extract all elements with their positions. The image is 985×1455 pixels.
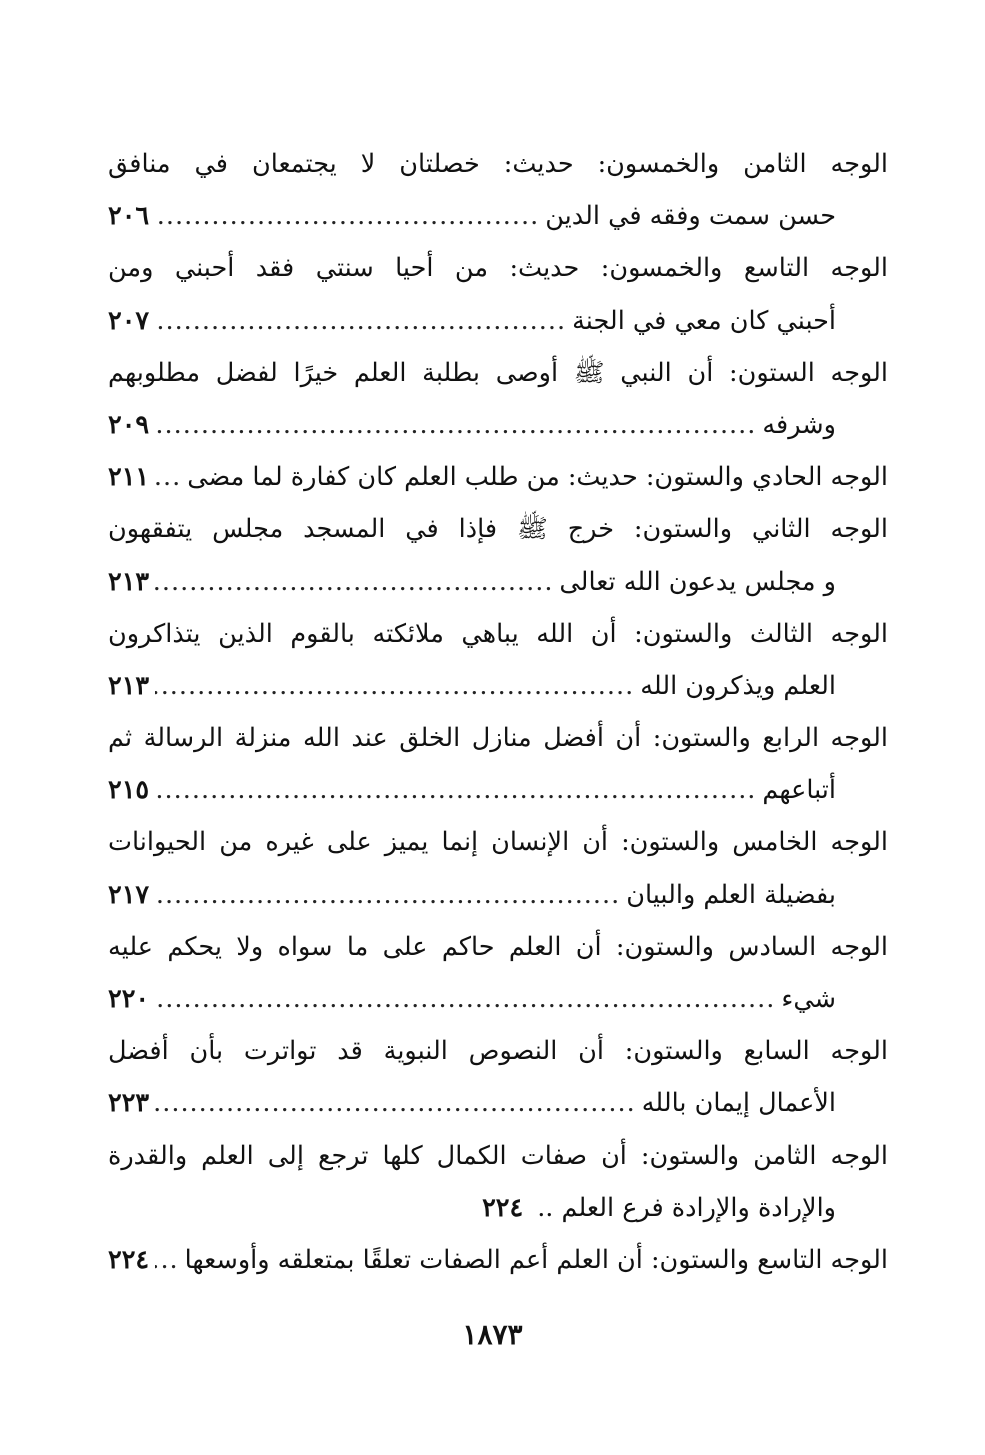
entry-title-continuation: وشرفه (762, 409, 836, 440)
toc-entry (108, 242, 888, 346)
entry-page-number: ٢١١ (108, 462, 150, 493)
entry-continuation-line (108, 1077, 888, 1129)
entry-page-number: ٢٠٩ (108, 409, 150, 440)
entry-title: الوجه الرابع والستون: أن أفضل منازل الخلق عند الله منزلة الرسالة ثم (108, 723, 888, 754)
entry-page-number: ٢١٧ (108, 879, 150, 910)
entry-title-continuation: بفضيلة العلم والبيان (626, 879, 836, 910)
entry-continuation-line (108, 399, 888, 451)
entry-title-line (108, 608, 888, 660)
entry-title: الوجه التاسع والستون: أن العلم أعم الصفات تعلقًا بمتعلقه وأوسعها (184, 1244, 888, 1275)
toc-entry (108, 138, 888, 242)
entry-page-number: ٢٠٦ (108, 201, 150, 232)
entry-title-line (108, 1234, 888, 1286)
entry-title: الوجه الثالث والستون: أن الله يباهي ملائكته بالقوم الذين يتذاكرون (108, 618, 888, 649)
entry-continuation-line (108, 1182, 888, 1234)
entry-title-continuation: شيء (781, 984, 836, 1014)
entry-continuation-line (108, 660, 888, 712)
dot-leader (155, 190, 539, 242)
page-number: ١٨٧٣ (462, 1318, 523, 1351)
entry-title-continuation: و مجلس يدعون الله تعالى (559, 566, 836, 597)
entry-title-continuation: أحبني كان معي في الجنة (572, 305, 836, 336)
entry-title: الوجه السابع والستون: أن النصوص النبوية قد تواترت بأن أفضل (108, 1036, 888, 1067)
entry-page-number: ٢٢٠ (108, 984, 150, 1014)
entry-continuation-line (108, 973, 888, 1025)
entry-title-line (108, 1130, 888, 1182)
entry-title-line (108, 1025, 888, 1077)
toc-entry (108, 1130, 888, 1234)
dot-leader (155, 295, 566, 347)
entry-title-line (108, 347, 888, 399)
entry-title: الوجه الثاني والستون: خرج ﷺ فإذا في المسجد مجلس يتفقهون (108, 514, 888, 545)
entry-title-line (108, 712, 888, 764)
toc-entry (108, 608, 888, 712)
toc-entry (108, 451, 888, 503)
dot-leader (155, 869, 620, 921)
entry-continuation-line (108, 190, 888, 242)
toc-entry (108, 816, 888, 920)
entry-title-line (108, 816, 888, 868)
dot-leader (155, 399, 756, 451)
entry-title: الوجه الستون: أن النبي ﷺ أوصى بطلبة العلم خيرًا لفضل مطلوبهم (108, 357, 888, 388)
entry-title-line (108, 503, 888, 555)
toc-entry (108, 712, 888, 816)
entry-page-number: ٢١٣ (108, 670, 150, 701)
toc-entry (108, 347, 888, 451)
toc-entry (108, 921, 888, 1025)
entry-title: الوجه الحادي والستون: حديث: من طلب العلم كان كفارة لما مضى (187, 462, 888, 493)
dot-leader (155, 660, 634, 712)
dot-leader (155, 764, 756, 816)
toc-entry (108, 1234, 888, 1286)
entry-title: الوجه الثامن والستون: أن صفات الكمال كلها ترجع إلى العلم والقدرة (108, 1140, 888, 1171)
entry-title-line (108, 921, 888, 973)
dot-leader (155, 556, 553, 608)
table-of-contents (108, 138, 888, 1286)
entry-page-number: ٢٢٤ (482, 1192, 524, 1223)
toc-entry (108, 503, 888, 607)
toc-entry (108, 1025, 888, 1129)
entry-continuation-line (108, 869, 888, 921)
dot-leader (155, 973, 775, 1025)
entry-title: الوجه الثامن والخمسون: حديث: خصلتان لا يجتمعان في منافق (108, 149, 888, 179)
entry-title-continuation: والإرادة والإرادة فرع العلم .. (537, 1192, 836, 1223)
entry-title-continuation: الأعمال إيمان بالله (641, 1088, 836, 1119)
entry-page-number: ٢٠٧ (108, 305, 150, 336)
entry-page-number: ٢٢٣ (108, 1088, 150, 1119)
entry-continuation-line (108, 764, 888, 816)
entry-continuation-line (108, 556, 888, 608)
entry-title-line (108, 242, 888, 294)
entry-title: الوجه السادس والستون: أن العلم حاكم على ما سواه ولا يحكم عليه (108, 931, 888, 962)
entry-title-line (108, 138, 888, 190)
entry-page-number: ٢٢٤ (108, 1244, 150, 1275)
entry-title-line (108, 451, 888, 503)
entry-title: الوجه الخامس والستون: أن الإنسان إنما يميز على غيره من الحيوانات (108, 827, 888, 858)
entry-title-continuation: العلم ويذكرون الله (640, 670, 836, 701)
entry-page-number: ٢١٣ (108, 566, 150, 597)
dot-leader (155, 1077, 636, 1129)
dot-leader (155, 451, 181, 503)
entry-page-number: ٢١٥ (108, 775, 150, 806)
entry-continuation-line (108, 295, 888, 347)
entry-title: الوجه التاسع والخمسون: حديث: من أحيا سنتي فقد أحبني ومن (108, 253, 888, 284)
dot-leader (155, 1234, 179, 1286)
entry-title-continuation: حسن سمت وفقه في الدين (545, 201, 836, 232)
entry-title-continuation: أتباعهم (762, 775, 836, 806)
